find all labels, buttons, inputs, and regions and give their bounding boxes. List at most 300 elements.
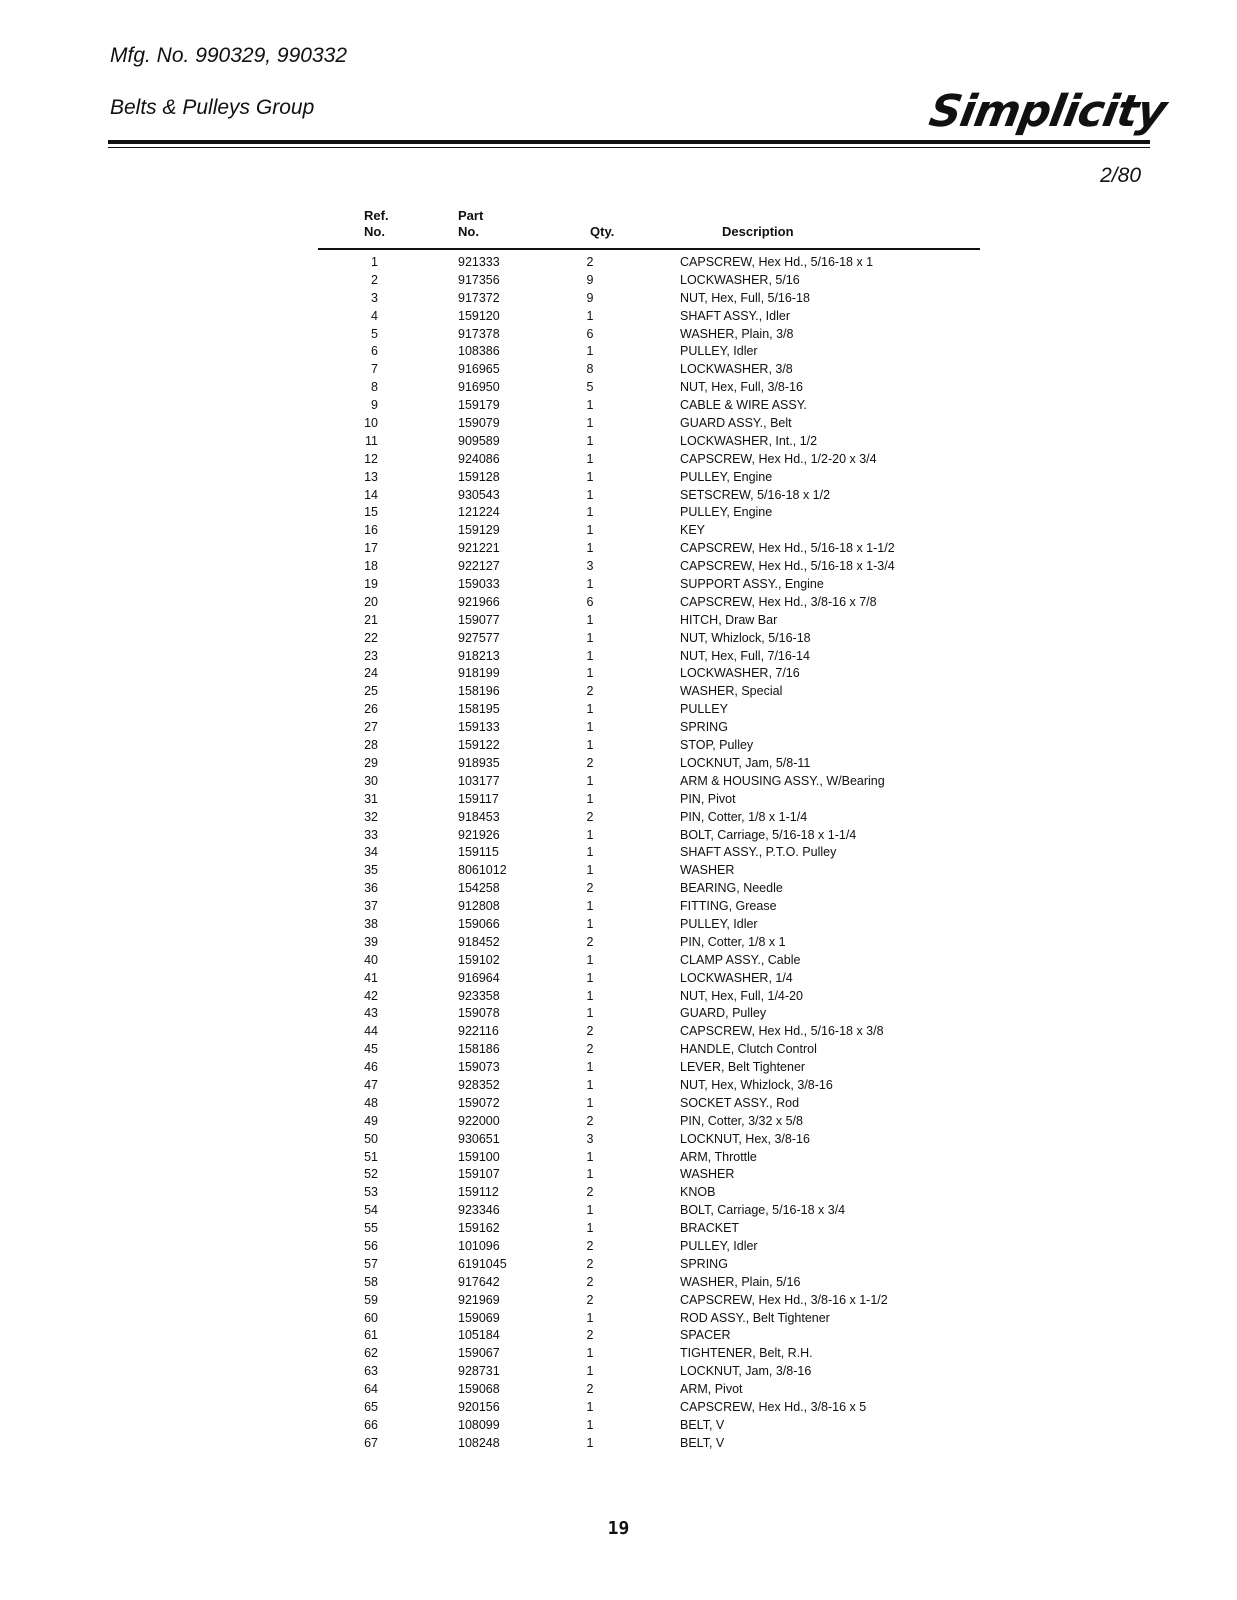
table-row bbox=[318, 1023, 980, 1041]
description: WASHER, Plain, 5/16 bbox=[680, 1274, 801, 1289]
quantity: 2 bbox=[586, 1238, 594, 1253]
table-row bbox=[318, 665, 980, 683]
ref-header-line1: Ref. bbox=[364, 208, 389, 223]
quantity: 1 bbox=[586, 666, 594, 681]
part-number: 916965 bbox=[458, 362, 500, 377]
part-number: 159129 bbox=[458, 523, 500, 538]
ref-number: 11 bbox=[365, 433, 378, 448]
description: PULLEY, Idler bbox=[680, 344, 758, 359]
part-number: 928731 bbox=[458, 1364, 500, 1379]
table-row bbox=[318, 1005, 980, 1023]
table-row bbox=[318, 648, 980, 666]
part-number: 108386 bbox=[458, 344, 500, 359]
table-row bbox=[318, 1095, 980, 1113]
quantity: 1 bbox=[586, 416, 594, 431]
part-number: 159069 bbox=[458, 1310, 500, 1325]
quantity: 1 bbox=[586, 845, 594, 860]
table-row bbox=[318, 719, 980, 737]
description: CAPSCREW, Hex Hd., 5/16-18 x 1-1/2 bbox=[680, 541, 895, 556]
part-header-line2: No. bbox=[458, 224, 479, 239]
part-number: 158196 bbox=[458, 684, 500, 699]
part-number: 159102 bbox=[458, 952, 500, 967]
description: KNOB bbox=[680, 1185, 716, 1200]
part-number: 918213 bbox=[458, 648, 500, 663]
description: CAPSCREW, Hex Hd., 3/8-16 x 5 bbox=[680, 1400, 867, 1414]
description: LOCKNUT, Hex, 3/8-16 bbox=[680, 1131, 810, 1146]
description: CABLE & WIRE ASSY. bbox=[680, 398, 807, 413]
quantity: 6 bbox=[586, 326, 594, 341]
header-rule-thick bbox=[108, 140, 1150, 144]
part-number: 917356 bbox=[458, 272, 500, 287]
table-row bbox=[318, 272, 980, 290]
ref-number: 32 bbox=[364, 809, 378, 824]
description: CAPSCREW, Hex Hd., 1/2-20 x 3/4 bbox=[680, 451, 877, 466]
quantity: 5 bbox=[586, 380, 594, 395]
ref-number: 54 bbox=[364, 1203, 378, 1218]
quantity: 1 bbox=[586, 577, 594, 592]
table-row bbox=[318, 1399, 980, 1417]
parts-table-body bbox=[318, 254, 980, 1453]
quantity: 1 bbox=[586, 505, 594, 520]
ref-number: 52 bbox=[364, 1167, 378, 1182]
description: CAPSCREW, Hex Hd., 5/16-18 x 1-3/4 bbox=[680, 559, 895, 574]
table-row bbox=[318, 1041, 980, 1059]
ref-number: 34 bbox=[364, 845, 378, 860]
part-number: 918452 bbox=[458, 934, 500, 949]
quantity: 1 bbox=[586, 970, 594, 985]
table-row bbox=[318, 1256, 980, 1274]
part-number: 159068 bbox=[458, 1382, 500, 1397]
part-number: 159179 bbox=[458, 398, 500, 413]
table-row bbox=[318, 1220, 980, 1238]
ref-number: 43 bbox=[364, 1006, 378, 1021]
table-row bbox=[318, 451, 980, 469]
table-row bbox=[318, 487, 980, 505]
description: SPRING bbox=[680, 1256, 728, 1271]
header-rule-thin bbox=[108, 147, 1150, 148]
description: LOCKWASHER, 5/16 bbox=[680, 272, 800, 287]
part-number: 159128 bbox=[458, 469, 500, 484]
quantity: 1 bbox=[586, 1435, 594, 1450]
quantity: 2 bbox=[586, 881, 594, 896]
description: CAPSCREW, Hex Hd., 3/8-16 x 1-1/2 bbox=[680, 1292, 888, 1307]
table-row bbox=[318, 1131, 980, 1149]
part-number: 8061012 bbox=[458, 863, 507, 878]
part-number: 916964 bbox=[458, 970, 500, 985]
description: FITTING, Grease bbox=[680, 899, 777, 914]
table-row bbox=[318, 1149, 980, 1167]
description: NUT, Whizlock, 5/16-18 bbox=[680, 630, 811, 645]
part-number: 159033 bbox=[458, 577, 500, 592]
quantity: 2 bbox=[586, 255, 594, 269]
description: CAPSCREW, Hex Hd., 5/16-18 x 3/8 bbox=[680, 1024, 884, 1039]
quantity: 1 bbox=[586, 1167, 594, 1182]
ref-header-line2: No. bbox=[364, 224, 385, 239]
description: WASHER bbox=[680, 863, 735, 878]
ref-number: 30 bbox=[364, 773, 378, 788]
description: WASHER bbox=[680, 1167, 735, 1182]
quantity: 2 bbox=[586, 934, 594, 949]
description: BELT, V bbox=[680, 1417, 725, 1432]
ref-number: 31 bbox=[364, 791, 378, 806]
description: LOCKWASHER, 3/8 bbox=[680, 362, 793, 377]
part-number: 159115 bbox=[458, 845, 499, 860]
description: PIN, Cotter, 1/8 x 1-1/4 bbox=[680, 809, 808, 824]
part-number: 159162 bbox=[458, 1221, 500, 1236]
quantity: 1 bbox=[586, 1095, 594, 1110]
quantity: 2 bbox=[586, 1113, 594, 1128]
ref-number: 39 bbox=[364, 934, 378, 949]
quantity: 2 bbox=[586, 1382, 594, 1397]
description: LEVER, Belt Tightener bbox=[680, 1060, 806, 1075]
part-number: 930543 bbox=[458, 487, 500, 502]
part-number: 101096 bbox=[458, 1238, 500, 1253]
part-number: 917642 bbox=[458, 1274, 500, 1289]
description: BELT, V bbox=[680, 1435, 725, 1450]
ref-number: 23 bbox=[364, 648, 378, 663]
table-row bbox=[318, 254, 980, 272]
description: ARM, Throttle bbox=[680, 1149, 757, 1164]
table-row bbox=[318, 326, 980, 344]
table-row bbox=[318, 397, 980, 415]
ref-number: 16 bbox=[364, 523, 378, 538]
table-row bbox=[318, 934, 980, 952]
description: NUT, Hex, Full, 7/16-14 bbox=[680, 648, 810, 663]
part-number: 108099 bbox=[458, 1417, 500, 1432]
ref-number: 41 bbox=[364, 970, 378, 985]
part-number: 930651 bbox=[458, 1131, 500, 1146]
part-number: 917372 bbox=[458, 290, 500, 305]
ref-number: 47 bbox=[364, 1077, 378, 1092]
description: ARM & HOUSING ASSY., W/Bearing bbox=[680, 773, 885, 788]
quantity: 1 bbox=[586, 702, 594, 717]
table-row bbox=[318, 343, 980, 361]
ref-number: 66 bbox=[364, 1417, 378, 1432]
ref-number: 61 bbox=[364, 1328, 378, 1343]
part-no-header bbox=[458, 208, 483, 240]
quantity: 1 bbox=[586, 720, 594, 735]
table-row bbox=[318, 361, 980, 379]
quantity: 1 bbox=[586, 827, 594, 842]
description: HANDLE, Clutch Control bbox=[680, 1042, 817, 1057]
part-number: 158186 bbox=[458, 1042, 500, 1057]
description: CAPSCREW, Hex Hd., 3/8-16 x 7/8 bbox=[680, 594, 877, 609]
ref-number: 58 bbox=[364, 1274, 378, 1289]
table-row bbox=[318, 1435, 980, 1453]
ref-number: 56 bbox=[364, 1238, 378, 1253]
table-row bbox=[318, 522, 980, 540]
table-row bbox=[318, 791, 980, 809]
quantity: 1 bbox=[586, 1221, 594, 1236]
part-number: 918199 bbox=[458, 666, 500, 681]
quantity: 9 bbox=[586, 290, 594, 305]
description: STOP, Pulley bbox=[680, 738, 754, 753]
table-row bbox=[318, 1381, 980, 1399]
part-number: 159133 bbox=[458, 720, 500, 735]
quantity: 2 bbox=[586, 755, 594, 770]
ref-number: 42 bbox=[364, 988, 378, 1003]
description: ROD ASSY., Belt Tightener bbox=[680, 1310, 830, 1325]
description: BOLT, Carriage, 5/16-18 x 3/4 bbox=[680, 1203, 846, 1218]
part-number: 912808 bbox=[458, 899, 500, 914]
quantity: 1 bbox=[586, 916, 594, 931]
table-row bbox=[318, 504, 980, 522]
description: SOCKET ASSY., Rod bbox=[680, 1095, 800, 1110]
quantity: 6 bbox=[586, 594, 594, 609]
quantity: 1 bbox=[586, 1400, 594, 1414]
table-row bbox=[318, 1327, 980, 1345]
quantity: 1 bbox=[586, 952, 594, 967]
table-row bbox=[318, 594, 980, 612]
ref-number: 25 bbox=[364, 684, 378, 699]
parts-table bbox=[318, 206, 980, 1453]
quantity: 1 bbox=[586, 541, 594, 556]
table-row bbox=[318, 1166, 980, 1184]
description: HITCH, Draw Bar bbox=[680, 612, 778, 627]
description: LOCKWASHER, 7/16 bbox=[680, 666, 800, 681]
table-row bbox=[318, 1363, 980, 1381]
part-number: 159073 bbox=[458, 1060, 500, 1075]
part-number: 159112 bbox=[458, 1185, 499, 1200]
description: PULLEY, Engine bbox=[680, 505, 773, 520]
part-number: 922127 bbox=[458, 559, 500, 574]
part-number: 154258 bbox=[458, 881, 500, 896]
quantity: 9 bbox=[586, 272, 594, 287]
description: LOCKWASHER, Int., 1/2 bbox=[680, 433, 818, 448]
ref-number: 2 bbox=[371, 272, 378, 287]
quantity: 2 bbox=[586, 684, 594, 699]
quantity: 1 bbox=[586, 863, 594, 878]
ref-number: 44 bbox=[364, 1024, 378, 1039]
brand-logo: Simplicity bbox=[925, 86, 1170, 137]
part-number: 159066 bbox=[458, 916, 500, 931]
ref-number: 13 bbox=[364, 469, 378, 484]
table-row bbox=[318, 1345, 980, 1363]
ref-number: 27 bbox=[364, 720, 378, 735]
description: WASHER, Plain, 3/8 bbox=[680, 326, 794, 341]
quantity: 1 bbox=[586, 988, 594, 1003]
table-row bbox=[318, 737, 980, 755]
part-number: 159117 bbox=[458, 791, 499, 806]
ref-number: 62 bbox=[364, 1346, 378, 1361]
description: SETSCREW, 5/16-18 x 1/2 bbox=[680, 487, 831, 502]
part-number: 909589 bbox=[458, 433, 500, 448]
quantity: 2 bbox=[586, 1256, 594, 1271]
part-number: 923346 bbox=[458, 1203, 500, 1218]
quantity: 1 bbox=[586, 308, 594, 323]
ref-number: 37 bbox=[364, 899, 378, 914]
description: PIN, Cotter, 3/32 x 5/8 bbox=[680, 1113, 803, 1128]
part-number: 918453 bbox=[458, 809, 500, 824]
ref-number: 65 bbox=[364, 1400, 378, 1414]
table-row bbox=[318, 576, 980, 594]
quantity: 2 bbox=[586, 1185, 594, 1200]
ref-number: 14 bbox=[364, 487, 378, 502]
description: PULLEY, Idler bbox=[680, 916, 758, 931]
quantity: 1 bbox=[586, 1006, 594, 1021]
description: WASHER, Special bbox=[680, 684, 783, 699]
ref-number: 8 bbox=[371, 380, 378, 395]
table-row bbox=[318, 415, 980, 433]
part-number: 105184 bbox=[458, 1328, 500, 1343]
table-row bbox=[318, 755, 980, 773]
description: PULLEY, Engine bbox=[680, 469, 773, 484]
quantity: 8 bbox=[586, 362, 594, 377]
ref-number: 6 bbox=[371, 344, 378, 359]
ref-number: 49 bbox=[364, 1113, 378, 1128]
description: LOCKWASHER, 1/4 bbox=[680, 970, 793, 985]
part-number: 918935 bbox=[458, 755, 500, 770]
part-number: 922116 bbox=[458, 1024, 499, 1039]
ref-number: 50 bbox=[364, 1131, 378, 1146]
part-number: 121224 bbox=[458, 505, 500, 520]
ref-number: 4 bbox=[371, 308, 378, 323]
table-row bbox=[318, 308, 980, 326]
table-row bbox=[318, 630, 980, 648]
description: ARM, Pivot bbox=[680, 1382, 743, 1397]
ref-number: 35 bbox=[364, 863, 378, 878]
quantity: 1 bbox=[586, 773, 594, 788]
ref-number: 51 bbox=[364, 1149, 378, 1164]
ref-number: 29 bbox=[364, 755, 378, 770]
part-number: 923358 bbox=[458, 988, 500, 1003]
quantity: 1 bbox=[586, 1364, 594, 1379]
quantity: 1 bbox=[586, 738, 594, 753]
quantity: 1 bbox=[586, 791, 594, 806]
table-row bbox=[318, 1238, 980, 1256]
quantity: 1 bbox=[586, 612, 594, 627]
description: SHAFT ASSY., P.T.O. Pulley bbox=[680, 845, 837, 860]
part-number: 6191045 bbox=[458, 1256, 507, 1271]
table-row bbox=[318, 988, 980, 1006]
ref-number: 9 bbox=[371, 398, 378, 413]
description: NUT, Hex, Full, 5/16-18 bbox=[680, 290, 810, 305]
ref-number: 18 bbox=[364, 559, 378, 574]
table-row bbox=[318, 540, 980, 558]
table-row bbox=[318, 290, 980, 308]
part-number: 921966 bbox=[458, 594, 500, 609]
description: CLAMP ASSY., Cable bbox=[680, 952, 801, 967]
description: KEY bbox=[680, 523, 706, 538]
quantity: 1 bbox=[586, 1346, 594, 1361]
ref-number: 28 bbox=[364, 738, 378, 753]
table-row bbox=[318, 898, 980, 916]
table-row bbox=[318, 844, 980, 862]
table-row bbox=[318, 1417, 980, 1435]
quantity: 1 bbox=[586, 1203, 594, 1218]
quantity: 2 bbox=[586, 1292, 594, 1307]
part-number: 108248 bbox=[458, 1435, 500, 1450]
ref-number: 45 bbox=[364, 1042, 378, 1057]
quantity: 1 bbox=[586, 630, 594, 645]
quantity: 1 bbox=[586, 1077, 594, 1092]
quantity: 1 bbox=[586, 451, 594, 466]
quantity: 1 bbox=[586, 899, 594, 914]
description: BOLT, Carriage, 5/16-18 x 1-1/4 bbox=[680, 827, 857, 842]
description: LOCKNUT, Jam, 3/8-16 bbox=[680, 1364, 812, 1379]
header-underline bbox=[318, 248, 980, 250]
part-number: 159078 bbox=[458, 1006, 500, 1021]
table-row bbox=[318, 379, 980, 397]
quantity: 1 bbox=[586, 1149, 594, 1164]
part-number: 921333 bbox=[458, 255, 500, 269]
description: PULLEY bbox=[680, 702, 728, 717]
ref-number: 17 bbox=[364, 541, 378, 556]
ref-number: 26 bbox=[364, 702, 378, 717]
part-number: 921969 bbox=[458, 1292, 500, 1307]
description: GUARD, Pulley bbox=[680, 1006, 767, 1021]
part-number: 159079 bbox=[458, 416, 500, 431]
quantity: 1 bbox=[586, 1417, 594, 1432]
part-number: 159067 bbox=[458, 1346, 500, 1361]
table-row bbox=[318, 558, 980, 576]
ref-number: 40 bbox=[364, 952, 378, 967]
description: PIN, Pivot bbox=[680, 791, 736, 806]
quantity: 1 bbox=[586, 648, 594, 663]
table-row bbox=[318, 916, 980, 934]
description: SPACER bbox=[680, 1328, 731, 1343]
ref-number: 22 bbox=[364, 630, 378, 645]
part-number: 917378 bbox=[458, 326, 500, 341]
quantity: 1 bbox=[586, 487, 594, 502]
part-number: 159072 bbox=[458, 1095, 500, 1110]
quantity: 2 bbox=[586, 809, 594, 824]
table-row bbox=[318, 1077, 980, 1095]
part-number: 159107 bbox=[458, 1167, 500, 1182]
part-number: 159122 bbox=[458, 738, 500, 753]
ref-number: 64 bbox=[364, 1382, 378, 1397]
table-row bbox=[318, 1184, 980, 1202]
part-number: 924086 bbox=[458, 451, 500, 466]
table-row bbox=[318, 1202, 980, 1220]
quantity: 3 bbox=[586, 559, 594, 574]
part-number: 921221 bbox=[458, 541, 500, 556]
ref-number: 10 bbox=[364, 416, 378, 431]
quantity: 3 bbox=[586, 1131, 594, 1146]
description: PIN, Cotter, 1/8 x 1 bbox=[680, 934, 786, 949]
description: SUPPORT ASSY., Engine bbox=[680, 577, 824, 592]
table-row bbox=[318, 701, 980, 719]
table-row bbox=[318, 862, 980, 880]
table-row bbox=[318, 952, 980, 970]
ref-number: 19 bbox=[364, 577, 378, 592]
ref-number: 59 bbox=[364, 1292, 378, 1307]
ref-number: 15 bbox=[364, 505, 378, 520]
description: NUT, Hex, Full, 3/8-16 bbox=[680, 380, 803, 395]
description: GUARD ASSY., Belt bbox=[680, 416, 792, 431]
ref-number: 67 bbox=[364, 1435, 378, 1450]
part-number: 922000 bbox=[458, 1113, 500, 1128]
description: SPRING bbox=[680, 720, 728, 735]
ref-number: 57 bbox=[364, 1256, 378, 1271]
description: TIGHTENER, Belt, R.H. bbox=[680, 1346, 813, 1361]
group-title: Belts & Pulleys Group bbox=[110, 96, 315, 119]
description: NUT, Hex, Full, 1/4-20 bbox=[680, 988, 803, 1003]
table-row bbox=[318, 970, 980, 988]
part-header-line1: Part bbox=[458, 208, 484, 223]
table-row bbox=[318, 880, 980, 898]
ref-number: 3 bbox=[371, 290, 378, 305]
ref-number: 48 bbox=[364, 1095, 378, 1110]
quantity: 1 bbox=[586, 469, 594, 484]
table-row bbox=[318, 1113, 980, 1131]
quantity: 1 bbox=[586, 344, 594, 359]
ref-number: 33 bbox=[364, 827, 378, 842]
qty-header: Qty. bbox=[590, 224, 615, 239]
quantity: 2 bbox=[586, 1024, 594, 1039]
part-number: 159077 bbox=[458, 612, 500, 627]
ref-number: 20 bbox=[364, 594, 378, 609]
